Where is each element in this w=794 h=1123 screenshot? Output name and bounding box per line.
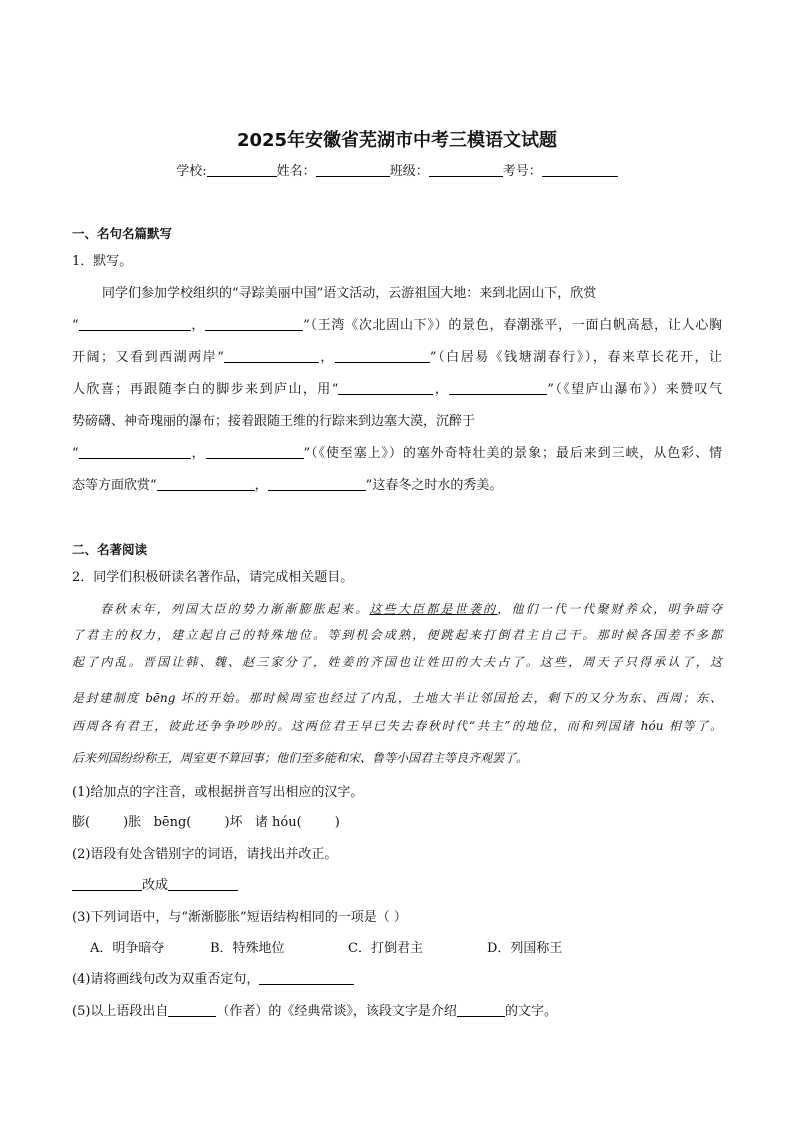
sub-question-1: (1)给加点的字注音，或根据拼音写出相应的汉字。 [72, 785, 364, 800]
sub-question-5 [72, 1000, 722, 1019]
text: ， [190, 446, 206, 461]
text: ，他们一代一代聚财养众，明争暗夺 [497, 602, 722, 616]
sub-question-2-answer [72, 874, 722, 893]
answer-blank[interactable] [168, 1003, 216, 1017]
answer-blank[interactable] [335, 349, 430, 363]
sub-question-2: (2)语段有处含错别字的词语，请找出并改正。 [72, 847, 338, 862]
answer-blank[interactable] [205, 317, 303, 331]
underlined-sentence: 这些大臣都是世袭的 [369, 602, 498, 616]
passage-line-2: 了君主的权力，建立起自己的特殊地位。等到机会成熟，便跳起来打倒君主自己干。那时候各国差不多都 [72, 628, 722, 642]
text: 的文字。 [504, 1004, 557, 1019]
text: ”（《使至塞上》）的塞外奇特壮美的景象；最后来到三峡，从色彩、情 [303, 446, 722, 461]
school-label: 学校: [176, 164, 207, 179]
sub-question-1-items[interactable]: 膨( )胀 bēng( )坏 诸 hóu( ) [72, 815, 340, 830]
option-d[interactable]: D．列国称王 [487, 941, 563, 956]
text: “ [72, 446, 79, 461]
answer-blank[interactable] [79, 445, 191, 459]
answer-blank[interactable] [268, 477, 366, 491]
exam-no-label: 考号： [502, 164, 542, 179]
sub-question-4 [72, 968, 722, 987]
text: 态等方面欣赏“ [72, 478, 157, 493]
school-blank[interactable] [207, 163, 277, 177]
q1-line-1: 同学们参加学校组织的“寻踪美丽中国”语文活动，云游祖国大地：来到北固山下，欣赏 [102, 286, 597, 301]
text: ”（《望庐山瀑布》）来赞叹气 [547, 382, 722, 397]
student-info-line [0, 160, 794, 179]
option-b[interactable]: B．特殊地位 [210, 941, 285, 956]
answer-blank[interactable] [457, 1003, 505, 1017]
text: 开阔；又看到西湖两岸“ [72, 350, 224, 365]
q1-line-5: 势磅礴、神奇瑰丽的瀑布；接着跟随王维的行踪来到边塞大漠，沉醉于 [72, 414, 476, 429]
q1-line-6 [72, 442, 722, 461]
exam-no-blank[interactable] [542, 163, 618, 177]
answer-blank[interactable] [79, 317, 191, 331]
section-heading-2: 二、名著阅读 [72, 542, 148, 557]
name-blank[interactable] [316, 163, 390, 177]
text: (5)以上语段出自 [72, 1004, 169, 1019]
text: （作者）的《经典常谈》，该段文字是介绍 [216, 1004, 457, 1019]
text: ， [433, 382, 450, 397]
q1-line-4 [72, 378, 722, 397]
passage-line-5: 西周各有君王，彼此还争争吵吵的。这两位君王早已失去春秋时代“共主”的地位，而和列国诸 hóu 相等了。 [72, 719, 722, 733]
name-label: 姓名： [276, 164, 316, 179]
text: ”这春冬之时水的秀美。 [365, 478, 503, 493]
passage-line-6: 后来列国纷纷称王，周室更不算回事；他们至多能和宋、鲁等小国君主等良齐观罢了。 [72, 751, 529, 765]
text: “ [72, 318, 79, 333]
text: ， [254, 478, 268, 493]
passage-line-4: 是封建制度 bēng 坏的开始。那时候周室也经过了内乱，土地大半让邻国抢去，剩下的又分为东、西周；东、 [72, 691, 722, 705]
text: ， [318, 350, 335, 365]
question-1-label: 1．默写。 [72, 254, 133, 269]
answer-blank[interactable] [338, 381, 433, 395]
answer-blank[interactable] [449, 381, 547, 395]
option-a[interactable]: A．明争暗夺 [90, 941, 165, 956]
class-label: 班级： [389, 164, 429, 179]
answer-blank[interactable] [72, 877, 142, 891]
question-2-label: 2．同学们积极研读名著作品，请完成相关题目。 [72, 570, 354, 585]
text: 改成 [142, 878, 169, 893]
option-c[interactable]: C．打倒君主 [348, 941, 423, 956]
page-title: 2025年安徽省芜湖市中考三模语文试题 [236, 130, 558, 151]
text: 人欣喜；再跟随李白的脚步来到庐山，用“ [72, 382, 339, 397]
answer-blank[interactable] [168, 877, 238, 891]
answer-blank[interactable] [259, 971, 354, 985]
q1-line-2 [72, 314, 722, 333]
sub-question-3: (3)下列词语中，与“渐渐膨胀”短语结构相同的一项是（ ） [72, 910, 407, 925]
answer-blank[interactable] [224, 349, 319, 363]
text: ”（王湾《次北固山下》）的景色，春潮涨平，一面白帆高悬，让人心胸 [303, 318, 722, 333]
q1-line-7 [72, 474, 722, 493]
class-blank[interactable] [429, 163, 503, 177]
text: (4)请将画线句改为双重否定句， [72, 972, 260, 987]
text: ”（白居易《钱塘湖春行》），春来草长花开，让 [429, 350, 722, 365]
text: 春秋末年，列国大臣的势力渐渐膨胀起来。 [100, 602, 370, 616]
q1-line-3 [72, 346, 722, 365]
passage-line-3: 起了内乱。晋国让韩、魏、赵三家分了，姓姜的齐国也让姓田的大夫占了。这些，周天子只得承认了，这 [72, 655, 722, 669]
answer-blank[interactable] [206, 445, 304, 459]
text: ， [190, 318, 206, 333]
passage-line-1 [100, 600, 722, 617]
section-heading-1: 一、名句名篇默写 [72, 226, 173, 241]
answer-blank[interactable] [157, 477, 255, 491]
